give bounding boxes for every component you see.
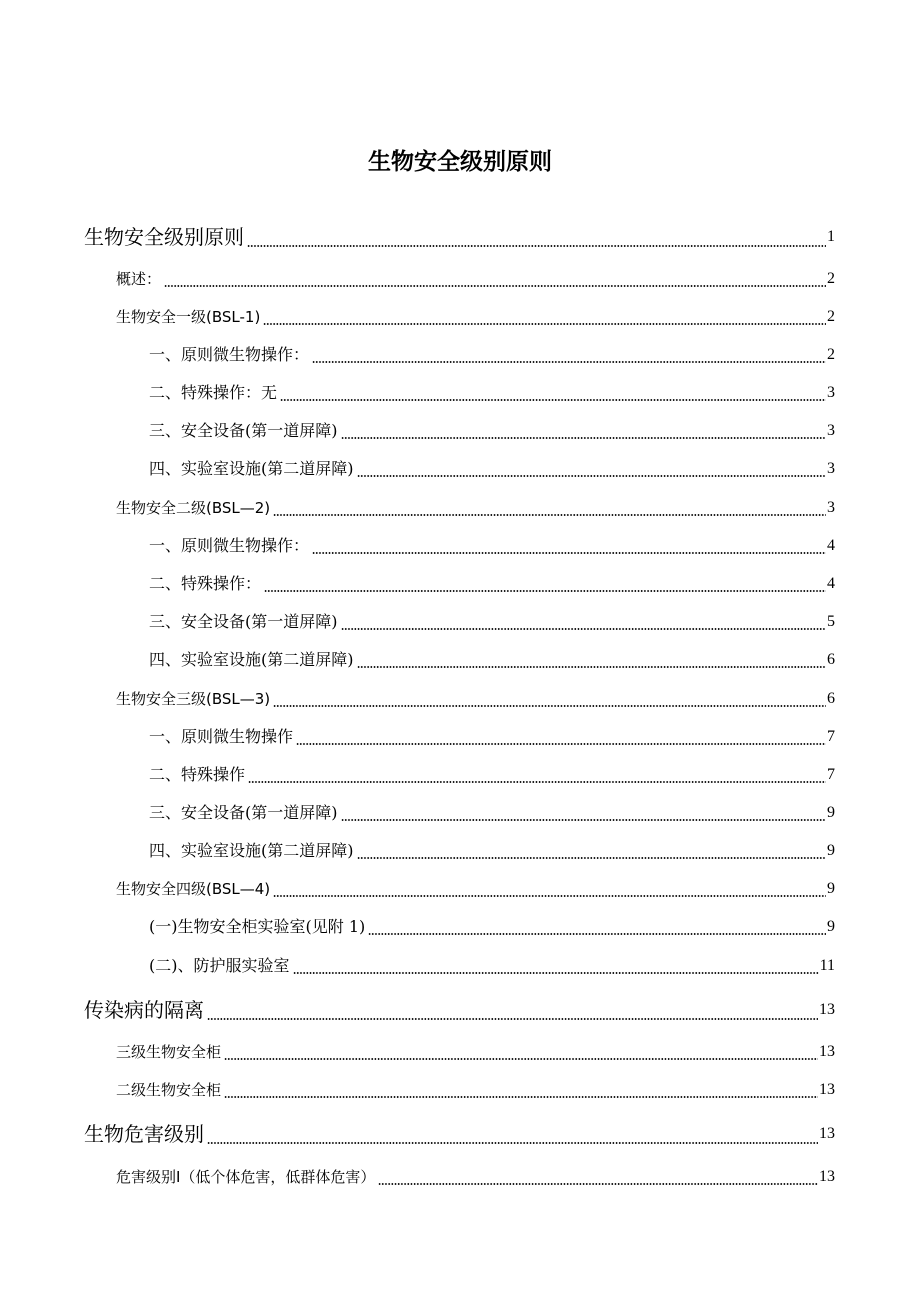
toc-entry-level-3[interactable] [149, 800, 835, 826]
toc-page-number: 2 [827, 346, 835, 363]
toc-entry-label: 二、特殊操作 [149, 765, 246, 784]
toc-entry-level-2[interactable] [116, 686, 835, 712]
toc-entry-level-3[interactable] [149, 914, 835, 940]
toc-entry-label: 四、实验室设施(第二道屏障) [149, 650, 354, 669]
toc-page-number: 9 [827, 880, 835, 897]
toc-entry-level-3[interactable] [149, 342, 835, 368]
toc-page-number: 9 [827, 804, 835, 821]
toc-entry-level-2[interactable] [116, 304, 835, 330]
dot-leader [248, 781, 826, 783]
toc-entry-label: 生物危害级别 [84, 1122, 204, 1146]
toc-page-number: 5 [827, 613, 835, 630]
toc-entry-level-3[interactable] [149, 571, 835, 597]
toc-entry-label: 二级生物安全柜 [116, 1081, 222, 1099]
toc-entry-level-3[interactable] [149, 724, 835, 750]
toc-page-number: 13 [819, 1001, 835, 1018]
toc-entry-level-3[interactable] [149, 762, 835, 788]
toc-page-number: 11 [819, 957, 835, 974]
dot-leader [247, 245, 826, 247]
dot-leader [378, 1183, 818, 1185]
toc-entry-level-2[interactable] [116, 1164, 835, 1190]
toc-entry-level-2[interactable] [116, 1039, 835, 1065]
dot-leader [273, 705, 826, 707]
dot-leader [357, 857, 827, 859]
dot-leader [280, 399, 826, 401]
dot-leader [273, 514, 826, 516]
dot-leader [341, 437, 827, 439]
toc-entry-level-2[interactable] [116, 266, 835, 292]
toc-entry-level-1[interactable] [84, 995, 835, 1025]
toc-entry-level-3[interactable] [149, 380, 835, 406]
dot-leader [357, 666, 827, 668]
toc-entry-label: 三、安全设备(第一道屏障) [149, 803, 338, 822]
dot-leader [341, 628, 827, 630]
dot-leader [293, 972, 819, 974]
toc-page-number: 13 [819, 1125, 835, 1142]
toc-entry-level-3[interactable] [149, 533, 835, 559]
toc-entry-label: 生物安全四级(BSL—4) [116, 880, 271, 898]
toc-entry-label: 三级生物安全柜 [116, 1043, 222, 1061]
toc-entry-level-1[interactable] [84, 222, 835, 252]
toc-entry-level-2[interactable] [116, 1077, 835, 1103]
toc-page-number: 4 [827, 537, 835, 554]
dot-leader [207, 1142, 818, 1144]
dot-leader [207, 1018, 818, 1020]
toc-page-number: 4 [827, 575, 835, 592]
toc-page-number: 9 [827, 842, 835, 859]
toc-entry-label: 概述： [116, 270, 162, 288]
toc-page-number: 13 [819, 1081, 835, 1098]
toc-entry-label: 生物安全三级(BSL—3) [116, 690, 271, 708]
toc-entry-label: 四、实验室设施(第二道屏障) [149, 459, 354, 478]
toc-entry-label: 一、原则微生物操作： [149, 345, 310, 364]
toc-entry-level-3[interactable] [149, 953, 835, 979]
toc-entry-label: (一)生物安全柜实验室(见附 1) [149, 917, 366, 936]
toc-entry-level-1[interactable] [84, 1119, 835, 1149]
dot-leader [224, 1096, 818, 1098]
toc-page-number: 13 [819, 1043, 835, 1060]
toc-page-number: 2 [827, 270, 835, 287]
toc-page-number: 3 [827, 422, 835, 439]
toc-entry-label: 一、原则微生物操作 [149, 727, 294, 746]
dot-leader [224, 1058, 818, 1060]
dot-leader [164, 285, 826, 287]
toc-page-number: 3 [827, 384, 835, 401]
toc-page-number: 2 [827, 308, 835, 325]
toc-entry-label: 二、特殊操作： [149, 574, 262, 593]
toc-page-number: 3 [827, 499, 835, 516]
toc-page-number: 9 [827, 918, 835, 935]
toc-page-number: 7 [827, 766, 835, 783]
dot-leader [368, 933, 826, 935]
toc-entry-level-3[interactable] [149, 647, 835, 673]
toc-entry-level-3[interactable] [149, 418, 835, 444]
dot-leader [312, 361, 826, 363]
toc-page-number: 3 [827, 460, 835, 477]
toc-page-number: 1 [827, 228, 835, 245]
dot-leader [263, 323, 826, 325]
toc-entry-label: 三、安全设备(第一道屏障) [149, 421, 338, 440]
toc-entry-label: (二)、防护服实验室 [149, 956, 290, 975]
toc-entry-label: 危害级别Ⅰ（低个体危害，低群体危害） [116, 1168, 376, 1186]
toc-page-number: 13 [819, 1168, 835, 1185]
toc-entry-label: 二、特殊操作：无 [149, 383, 278, 402]
toc-entry-label: 生物安全级别原则 [84, 225, 244, 249]
toc-page-number: 7 [827, 728, 835, 745]
dot-leader [296, 743, 826, 745]
toc-page-number: 6 [827, 651, 835, 668]
toc-entry-label: 生物安全一级(BSL-1) [116, 308, 261, 326]
toc-entry-label: 一、原则微生物操作： [149, 536, 310, 555]
document-title: 生物安全级别原则 [368, 149, 552, 175]
toc-entry-level-3[interactable] [149, 609, 835, 635]
toc-entry-label: 生物安全二级(BSL—2) [116, 499, 271, 517]
toc-entry-level-2[interactable] [116, 876, 835, 902]
toc-entry-level-3[interactable] [149, 838, 835, 864]
dot-leader [264, 590, 826, 592]
dot-leader [341, 819, 827, 821]
dot-leader [273, 895, 826, 897]
dot-leader [357, 475, 827, 477]
toc-entry-level-3[interactable] [149, 456, 835, 482]
toc-entry-label: 三、安全设备(第一道屏障) [149, 612, 338, 631]
dot-leader [312, 552, 826, 554]
toc-entry-label: 传染病的隔离 [84, 998, 204, 1022]
toc-entry-label: 四、实验室设施(第二道屏障) [149, 841, 354, 860]
toc-entry-level-2[interactable] [116, 495, 835, 521]
toc-page-number: 6 [827, 690, 835, 707]
